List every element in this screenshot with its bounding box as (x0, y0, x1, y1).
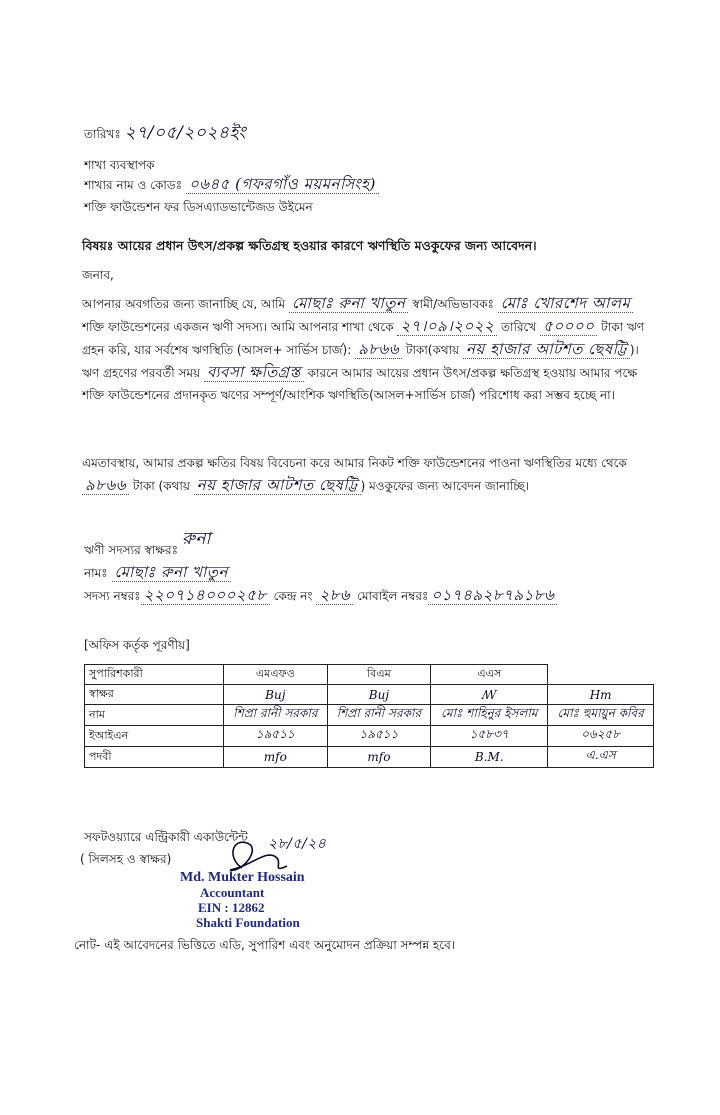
designation-cell: mfo (327, 747, 431, 768)
row-label: নাম (85, 705, 224, 726)
name-cell: মোঃ হুমায়ুন কবির (548, 705, 654, 726)
waiver-amount-hand: ৯৮৬৬ (82, 476, 129, 495)
col-as: এএস (431, 665, 548, 685)
reason-hand: ব্যবসা ক্ষতিগ্রস্ত (204, 363, 304, 382)
row-label: পদবী (85, 747, 224, 768)
col-recommender: সুপারিশকারী (85, 665, 224, 685)
branch-value: ০৬৪৫ (গফরগাঁও ময়মনসিংহ) (186, 175, 379, 194)
col-bm: বিএম (327, 665, 431, 685)
signature-cell: Buj (224, 685, 328, 705)
office-table (84, 664, 654, 768)
salutation: জনাব, (82, 268, 114, 282)
name-cell: শিপ্রা রানী সরকার (327, 705, 431, 726)
member-no-value: ২২০৭১৪০০০২৫৮ (141, 586, 270, 605)
office-table-header (85, 665, 654, 685)
member-name-line (84, 563, 231, 582)
p1-text-f: টাকা(কথায় (405, 343, 460, 357)
member-no-label: সদস্য নম্বরঃ (84, 589, 141, 603)
center-label: কেন্দ্র নং (273, 589, 313, 603)
stamp-title: Accountant (200, 885, 265, 900)
p2-text-a: এমতাবস্থায়, আমার প্রকল্প ক্ষতির বিষয় বিবেচনা করে আমার নিকট শক্তি ফাউন্ডেশনের পাওনা ঋণস্থিতির মধ্যে থেকে (82, 456, 627, 470)
accountant-sign-date: ২৮/৫/২৪ (268, 836, 327, 852)
outstanding-words-hand: নয় হাজার আটশত ছেষট্টি (463, 340, 630, 359)
table-row (85, 726, 654, 747)
table-row (85, 705, 654, 726)
accountant-stamp (180, 870, 305, 930)
stamp-ein: EIN : 12862 (198, 900, 265, 915)
date-line (84, 124, 246, 143)
col-mfo: এমএফও (224, 665, 328, 685)
branch-line (84, 175, 379, 194)
p1-text-e: টাকা ঋণ গ্রহন করি, যার সর্বশেষ ঋণস্থিতি (আসল+ সার্ভিস চার্জ): (82, 320, 645, 357)
name-cell: শিপ্রা রানী সরকার (224, 705, 328, 726)
designation-cell: B.M. (431, 747, 548, 768)
ein-cell: ০৬২৫৮ (548, 726, 654, 747)
outstanding-hand: ৯৮৬৬ (355, 340, 402, 359)
paragraph-2 (82, 452, 652, 497)
waiver-words-hand: নয় হাজার আটশত ছেষট্টি (194, 476, 361, 495)
signature-cell: ꟿ (431, 685, 548, 705)
table-row (85, 747, 654, 768)
designation-cell: mfo (224, 747, 328, 768)
row-label: ইআইএন (85, 726, 224, 747)
p2-text-c: ) মওকুফের জন্য আবেদন জানাচ্ছি। (360, 479, 529, 493)
p1-text-b: স্বামী/অভিভাবকঃ (412, 297, 494, 311)
member-name-value: মোছাঃ রুনা খাতুন (112, 563, 231, 582)
signature-cell: Buj (327, 685, 431, 705)
seal-signature-label: ( সিলসহ ও স্বাক্ষর) (80, 852, 172, 866)
row-label: স্বাক্ষর (85, 685, 224, 705)
member-sig-label: ঋণী সদস্যর স্বাক্ষরঃ (84, 543, 178, 557)
ein-cell: ১৯৫১১ (224, 726, 328, 747)
paragraph-1 (82, 292, 652, 406)
loan-amount-hand: ৫০০০০ (540, 317, 597, 336)
member-name-label: নামঃ (84, 566, 108, 580)
date-label: তারিখঃ (84, 127, 121, 141)
name-cell: মোঃ শাহিনুর ইসলাম (431, 705, 548, 726)
p1-text-a: আপনার অবগতির জন্য জানাচ্ছি যে, আমি (82, 297, 286, 311)
p1-text-c: শক্তি ফাউন্ডেশনের একজন ঋণী সদস্য। আমি আপনার শাখা থেকে (82, 320, 394, 334)
branch-label: শাখার নাম ও কোডঃ (84, 178, 183, 192)
stamp-org: Shakti Foundation (196, 915, 300, 930)
p2-text-b: টাকা (কথায় (132, 479, 190, 493)
mobile-label: মোবাইল নম্বরঃ (357, 589, 429, 603)
guardian-hand: মোঃ খোরশেদ আলম (498, 294, 634, 313)
p1-text-d: তারিখে (501, 320, 537, 334)
table-row (85, 685, 654, 705)
footer-note: নোট- এই আবেদনের ভিত্তিতে এডি, সুপারিশ এবং অনুমোদন প্রক্রিয়া সম্পন্ন হবে। (74, 938, 456, 952)
member-name-hand: মোছাঃ রুনা খাতুন (289, 294, 408, 313)
software-entry-label: সফটওয়্যারে এন্ট্রিকারী একাউন্টেন্ট (84, 830, 248, 844)
loan-date-hand: ২৭।০৯।২০২২ (397, 317, 497, 336)
ein-cell: ১৫৮৩৭ (431, 726, 548, 747)
addressee-title: শাখা ব্যবস্থাপক (84, 158, 155, 172)
designation-cell: এ.এস (548, 747, 654, 768)
center-value: ২৮৬ (316, 586, 353, 605)
p1-text-h: কারনে আমার আয়ের প্রধান উৎস/প্রকল্প ক্ষতিগ্রস্থ হওয়ায় আমার পক্ষে শক্তি ফাউন্ডেশনের প্রদানকৃত ঋণের সম্পূর্ণ/আংশিক ঋণস্থিতি(আসল+সার্ভিস চার্জ) পরিশোধ করা সম্ভব হচ্ছে না। (82, 366, 638, 402)
date-value: ২৭/০৫/২০২৪ইং (124, 123, 247, 143)
p1-text-g: )। ঋণ গ্রহণের পরবর্তী সময় (82, 343, 639, 380)
member-number-line (84, 586, 557, 605)
org-line: শক্তি ফাউন্ডেশন ফর ডিসএ্যাডভান্টেজড উইমেন (84, 200, 313, 214)
member-signature: রুনা (181, 529, 211, 549)
signature-cell: Hm (548, 685, 654, 705)
member-signature-line (84, 529, 211, 559)
stamp-name: Md. Mukter Hossain (180, 870, 305, 885)
ein-cell: ১৯৫১১ (327, 726, 431, 747)
office-heading: [অফিস কর্তৃক পূরণীয়] (84, 638, 190, 652)
subject-line: বিষয়ঃ আয়ের প্রধান উৎস/প্রকল্প ক্ষতিগ্রস্থ হওয়ার কারণে ঋণস্থিতি মওকুফের জন্য আবেদন। (82, 238, 537, 253)
mobile-value: ০১৭৪৯২৮৭৯১৮৬ (428, 586, 557, 605)
